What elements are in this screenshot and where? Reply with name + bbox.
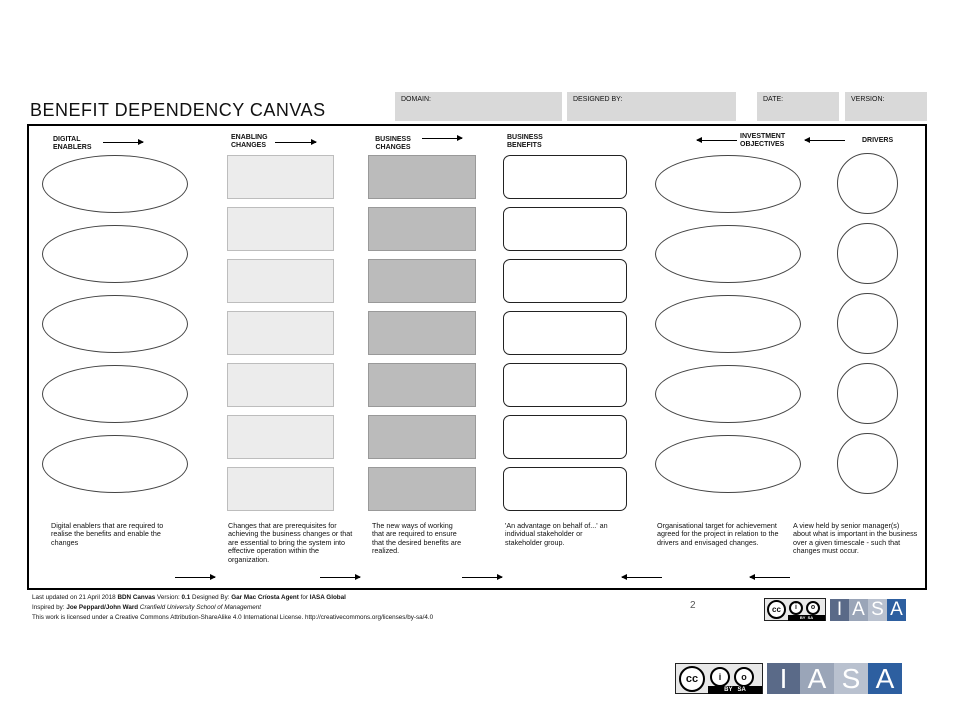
footer-updated-text: Last updated on 21 April 2018 [32,594,118,601]
enabling-change-box[interactable] [227,467,334,511]
cc-license-band [708,686,762,694]
arrow-right-icon [175,577,215,578]
iasa-letter: I [767,663,800,694]
business-change-box[interactable] [368,207,476,251]
share-alike-icon: o [734,667,754,687]
enabling-change-box[interactable] [227,155,334,199]
cc-sa-label: SA [807,615,814,620]
business-benefit-box[interactable] [503,311,627,355]
footer-inspired-authors: Joe Peppard/John Ward [66,604,139,611]
footer-for-text: for [298,594,310,601]
iasa-letter: I [830,599,849,621]
business-change-box[interactable] [368,363,476,407]
arrow-left-icon [805,140,845,141]
arrow-left-icon [622,577,662,578]
driver-circle[interactable] [837,223,898,284]
enabling-change-box[interactable] [227,363,334,407]
arrow-left-icon [750,577,790,578]
driver-circle[interactable] [837,433,898,494]
footer-designed-label: Designed By: [190,594,232,601]
iasa-letter: S [868,599,887,621]
footer-version-value: 0.1 [181,594,191,601]
version-field[interactable]: VERSION: [845,92,927,121]
footer-version-label: Version: [155,594,182,601]
attribution-icon: i [789,601,803,615]
arrow-right-icon [103,142,143,143]
digital-enabler-ellipse[interactable] [42,155,188,213]
arrow-right-icon [275,142,316,143]
arrow-right-icon [422,138,462,139]
description-enabling-changes: Changes that are prerequisites for achieving the business changes or that are essential to bring the system into effective operation within the organization. [228,521,353,564]
business-benefit-box[interactable] [503,363,627,407]
iasa-letter: A [800,663,834,694]
heading-drivers: DRIVERS [862,137,894,144]
enabling-change-box[interactable] [227,259,334,303]
iasa-letter: A [868,663,902,694]
business-change-box[interactable] [368,467,476,511]
iasa-letter: S [834,663,868,694]
enabling-change-box[interactable] [227,207,334,251]
heading-digital-enablers: DIGITAL ENABLERS [53,136,92,151]
heading-enabling-changes: ENABLING CHANGES [231,134,268,149]
footer-license: This work is licensed under a Creative Commons Attribution-ShareAlike 4.0 International License. http://creativecommons.org/licenses/by-sa/4.0 [32,614,434,621]
arrow-left-icon [697,140,737,141]
heading-investment-objectives: INVESTMENT OBJECTIVES [740,133,786,148]
investment-objective-ellipse[interactable] [655,365,801,423]
footer-designer: Gar Mac Críosta Agent [231,594,299,601]
heading-business-changes: BUSINESS CHANGES [375,136,411,151]
domain-field[interactable]: DOMAIN: [395,92,562,121]
canvas-title: BENEFIT DEPENDENCY CANVAS [30,100,326,120]
footer-line-1 [32,594,346,601]
page-number: 2 [690,600,696,611]
cc-by-sa-logo [764,598,826,621]
business-change-box[interactable] [368,155,476,199]
footer-inspired-label: Inspired by: [32,604,67,611]
cc-sa-label: SA [737,687,746,693]
enabling-change-box[interactable] [227,311,334,355]
driver-circle[interactable] [837,363,898,424]
driver-circle[interactable] [837,153,898,214]
description-investment-objectives: Organisational target for achievement agreed for the project in relation to the drivers and envisaged changes. [657,521,779,547]
digital-enabler-ellipse[interactable] [42,295,188,353]
digital-enabler-ellipse[interactable] [42,435,188,493]
footer-organization: IASA Global [309,594,346,601]
cc-license-band [788,615,825,621]
digital-enabler-ellipse[interactable] [42,225,188,283]
investment-objective-ellipse[interactable] [655,225,801,283]
investment-objective-ellipse[interactable] [655,155,801,213]
business-change-box[interactable] [368,415,476,459]
share-alike-icon: o [806,601,820,615]
driver-circle[interactable] [837,293,898,354]
cc-by-label: BY [799,615,806,620]
footer-inspired-institution: Cranfield University School of Management [138,604,262,611]
business-benefit-box[interactable] [503,155,627,199]
business-benefit-box[interactable] [503,415,627,459]
attribution-icon: i [710,667,730,687]
designed-by-field[interactable]: DESIGNED BY: [567,92,736,121]
cc-icon: cc [679,666,705,692]
cc-by-sa-logo-large [675,663,763,694]
investment-objective-ellipse[interactable] [655,435,801,493]
business-change-box[interactable] [368,259,476,303]
description-digital-enablers: Digital enablers that are required to realise the benefits and enable the changes [51,521,164,547]
iasa-letter: A [849,599,868,621]
footer-line-2 [32,604,261,611]
arrow-right-icon [320,577,360,578]
iasa-logo-large [767,663,902,694]
business-change-box[interactable] [368,311,476,355]
digital-enabler-ellipse[interactable] [42,365,188,423]
arrow-right-icon [462,577,502,578]
business-benefit-box[interactable] [503,207,627,251]
footer-canvas-name: BDN Canvas [117,594,156,601]
enabling-change-box[interactable] [227,415,334,459]
description-business-changes: The new ways of working that are required to ensure that the desired benefits are realized. [372,521,462,556]
cc-icon: cc [767,600,786,619]
iasa-letter: A [887,599,906,621]
investment-objective-ellipse[interactable] [655,295,801,353]
date-field[interactable]: DATE: [757,92,839,121]
cc-by-label: BY [724,687,733,693]
business-benefit-box[interactable] [503,259,627,303]
heading-business-benefits: BUSINESS BENEFITS [507,134,543,149]
business-benefit-box[interactable] [503,467,627,511]
description-business-benefits: 'An advantage on behalf of...' an individual stakeholder or stakeholder group. [505,521,608,547]
description-drivers: A view held by senior manager(s) about what is important in the business over a given timescale - such that changes must occur. [793,521,918,556]
iasa-logo [830,599,906,621]
